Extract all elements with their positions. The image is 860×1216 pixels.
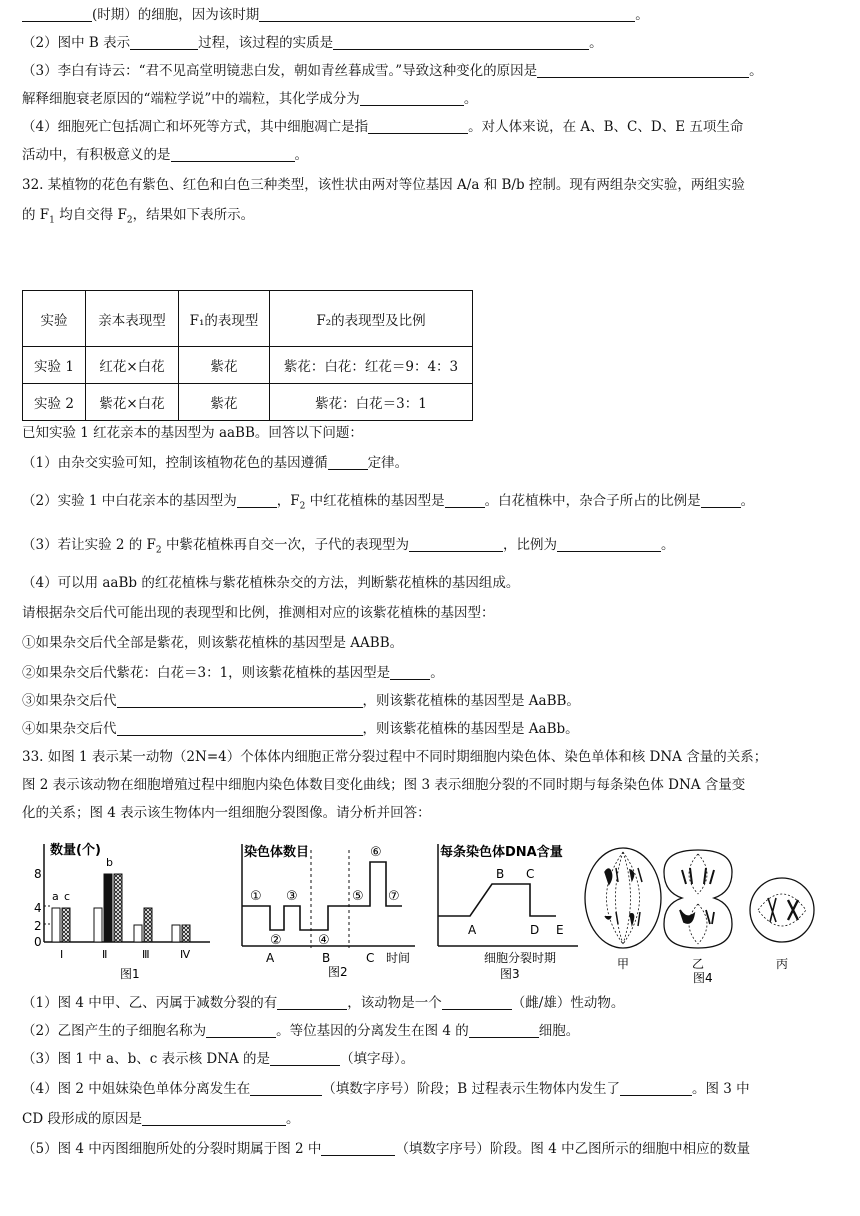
table-header: F₁的表现型	[179, 291, 270, 347]
q33-stem-3: 化的关系；图 4 表示该生物体内一组细胞分裂图像。请分析并回答：	[22, 805, 431, 821]
figure-3	[438, 844, 578, 981]
fig2-phase: A	[266, 951, 275, 965]
fig1-bar-c	[144, 908, 152, 942]
fig1-group: Ⅰ	[60, 948, 64, 961]
fig1-bar-c	[182, 925, 190, 942]
figure-4	[585, 848, 814, 985]
blank[interactable]	[333, 35, 589, 50]
fig2-stage: ①	[250, 889, 262, 904]
blank[interactable]	[328, 455, 368, 470]
fig1-letter-a: a	[52, 890, 59, 903]
blank[interactable]	[321, 1141, 395, 1156]
table-cell: 红花×白花	[86, 347, 179, 384]
table-cell: 紫花	[179, 384, 270, 421]
line-4: 解释细胞衰老原因的“端粒学说”中的端粒，其化学成分为 。	[22, 91, 478, 107]
fig1-group: Ⅳ	[180, 948, 191, 961]
blank[interactable]	[368, 119, 468, 134]
fig1-ylabel: 数量(个)	[50, 843, 101, 858]
blank[interactable]	[250, 1081, 322, 1096]
q32-sub4: （4）可以用 aaBb 的红花植株与紫花植株杂交的方法，判断紫花植株的基因组成。	[22, 575, 520, 591]
line-5: （4）细胞死亡包括凋亡和坏死等方式，其中细胞凋亡是指 。对人体来说，在 A、B、C、D、E 五项生命	[22, 119, 744, 135]
q32-known: 已知实验 1 红花亲本的基因型为 aaBB。回答以下问题：	[22, 425, 363, 441]
line-3: （3）李白有诗云：“君不见高堂明镜悲白发，朝如青丝暮成雪。”导致这种变化的原因是 。	[22, 63, 763, 79]
blank[interactable]	[557, 537, 661, 552]
blank[interactable]	[277, 995, 347, 1010]
blank[interactable]	[22, 7, 92, 22]
blank[interactable]	[445, 493, 485, 508]
table-row	[23, 347, 473, 384]
fig1-caption: 图1	[120, 967, 140, 981]
table-header: F₂的表现型及比例	[270, 291, 473, 347]
table-cell: 实验 2	[23, 384, 86, 421]
fig3-caption: 图3	[500, 967, 520, 981]
fig4-cell-label: 甲	[617, 957, 630, 971]
q33-sub4: （4）图 2 中姐妹染色单体分离发生在 （填数字序号）阶段；B 过程表示生物体内发生了 。图 3 中	[22, 1081, 750, 1097]
q32-sub1: （1）由杂交实验可知，控制该植物花色的基因遵循 定律。	[22, 455, 409, 471]
q32-stem-2: 的 $F_1$ 均自交得 $F_2$，结果如下表所示。	[22, 207, 255, 226]
cell-yi	[664, 850, 732, 971]
q32-sub2: （2）实验 1 中白花亲本的基因型为 ，$F_2$ 中红花植株的基因型是 。白花植株中，杂合子所占的比例是 。	[22, 493, 755, 512]
blank[interactable]	[409, 537, 503, 552]
cell-jia	[585, 848, 661, 971]
blank[interactable]	[701, 493, 741, 508]
fig4-cell-label: 丙	[776, 957, 789, 971]
table-cell: 实验 1	[23, 347, 86, 384]
q32-case3: ③如果杂交后代 ，则该紫花植株的基因型是 AaBB。	[22, 693, 580, 709]
fig1-ytick: 2	[34, 919, 42, 933]
fig3-xlabel: 细胞分裂时期	[484, 951, 557, 965]
q33-sub1: （1）图 4 中甲、乙、丙属于减数分裂的有 ，该动物是一个 （雌/雄）性动物。	[22, 995, 625, 1011]
fig2-stage: ③	[286, 889, 298, 904]
blank[interactable]	[117, 721, 363, 736]
blank[interactable]	[360, 91, 464, 106]
q32-table	[22, 290, 473, 421]
fig2-phase: C	[366, 951, 375, 965]
fig1-ytick: 8	[34, 867, 42, 881]
table-header: 实验	[23, 291, 86, 347]
table-cell: 紫花×白花	[86, 384, 179, 421]
q33-sub2: （2）乙图产生的子细胞名称为 。等位基因的分离发生在图 4 的 细胞。	[22, 1023, 580, 1039]
fig3-point: B	[496, 867, 505, 881]
q32-stem-1: 32. 某植物的花色有紫色、红色和白色三种类型，该性状由两对等位基因 A/a 和 B/b 控制。现有两组杂交实验，两组实验	[22, 177, 745, 193]
fig2-xlabel: 时间	[386, 951, 411, 965]
q33-stem-1: 33. 如图 1 表示某一动物（2N=4）个体体内细胞正常分裂过程中不同时期细胞内染色体、染色单体和核 DNA 含量的关系；	[22, 749, 768, 765]
fig2-stage: ⑥	[370, 845, 382, 860]
blank[interactable]	[442, 995, 512, 1010]
figure-2	[242, 844, 415, 979]
fig1-bar-a	[172, 925, 180, 942]
q33-stem-2: 图 2 表示该动物在细胞增殖过程中细胞内染色体数目变化曲线；图 3 表示细胞分裂的不同时期与每条染色体 DNA 含量变	[22, 777, 746, 793]
fig4-caption: 图4	[693, 971, 713, 985]
blank[interactable]	[537, 63, 749, 78]
fig1-bar-c	[114, 874, 122, 942]
table-header: 亲本表现型	[86, 291, 179, 347]
blank[interactable]	[171, 147, 295, 162]
figure-1	[34, 842, 210, 981]
fig1-letter-b: b	[106, 856, 113, 869]
fig3-point: C	[526, 867, 535, 881]
fig2-stage: ⑤	[352, 889, 364, 904]
table-cell: 紫花：白花：红花＝9：4：3	[270, 347, 473, 384]
fig3-point: E	[556, 923, 564, 937]
fig2-phase: B	[322, 951, 331, 965]
fig3-ylabel: 每条染色体DNA含量	[440, 845, 563, 860]
fig1-letter-c: c	[64, 890, 71, 903]
fig4-cell-label: 乙	[692, 957, 705, 971]
fig1-group: Ⅱ	[102, 948, 108, 961]
fig1-bar-b	[104, 874, 112, 942]
blank[interactable]	[390, 665, 430, 680]
q32-sub5: 请根据杂交后代可能出现的表现型和比例，推测相对应的该紫花植株的基因型：	[22, 605, 495, 621]
table-row	[23, 384, 473, 421]
fig1-bar-a	[134, 925, 142, 942]
cell-bing	[750, 878, 814, 971]
figures-svg	[30, 838, 830, 998]
q32-case4: ④如果杂交后代 ，则该紫花植株的基因型是 AaBb。	[22, 721, 579, 737]
line-2: （2）图中 B 表示 过程，该过程的实质是 。	[22, 35, 603, 51]
fig1-bar-a	[94, 908, 102, 942]
fig1-ytick: 0	[34, 935, 42, 949]
blank[interactable]	[237, 493, 277, 508]
q33-sub3: （3）图 1 中 a、b、c 表示核 DNA 的是 （填字母）。	[22, 1051, 415, 1067]
q32-case1: ①如果杂交后代全部是紫花，则该紫花植株的基因型是 AABB。	[22, 635, 404, 651]
q33-figures	[30, 838, 830, 1002]
blank[interactable]	[620, 1081, 692, 1096]
blank[interactable]	[469, 1023, 539, 1038]
table-cell: 紫花	[179, 347, 270, 384]
fig2-stage: ②	[270, 933, 282, 948]
line-6: 活动中，有积极意义的是 。	[22, 147, 308, 163]
fig3-point: A	[468, 923, 477, 937]
fig2-stage: ④	[318, 933, 330, 948]
q32-sub3: （3）若让实验 2 的 $F_2$ 中紫花植株再自交一次，子代的表现型为 ，比例为 。	[22, 537, 675, 556]
fig1-bar-c	[62, 908, 70, 942]
fig2-caption: 图2	[328, 965, 348, 979]
q32-case2: ②如果杂交后代紫花：白花＝3：1，则该紫花植株的基因型是 。	[22, 665, 444, 681]
blank[interactable]	[270, 1051, 340, 1066]
fig2-ylabel: 染色体数目	[244, 845, 310, 860]
blank[interactable]	[206, 1023, 276, 1038]
fig1-ytick: 4	[34, 901, 42, 915]
fig2-stage: ⑦	[388, 889, 400, 904]
line-1: (时期）的细胞，因为该时期 。	[22, 6, 649, 24]
q33-sub5: （5）图 4 中丙图细胞所处的分裂时期属于图 2 中 （填数字序号）阶段。图 4 中乙图所示的细胞中相应的数量	[22, 1141, 751, 1157]
blank[interactable]	[117, 693, 363, 708]
q33-sub4-cont: CD 段形成的原因是 。	[22, 1111, 300, 1127]
blank[interactable]	[259, 7, 635, 22]
table-cell: 紫花：白花＝3：1	[270, 384, 473, 421]
fig3-point: D	[530, 923, 540, 937]
fig1-bars	[52, 874, 190, 942]
blank[interactable]	[130, 35, 198, 50]
blank[interactable]	[142, 1111, 286, 1126]
fig1-group: Ⅲ	[142, 948, 150, 961]
fig1-bar-a	[52, 908, 60, 942]
